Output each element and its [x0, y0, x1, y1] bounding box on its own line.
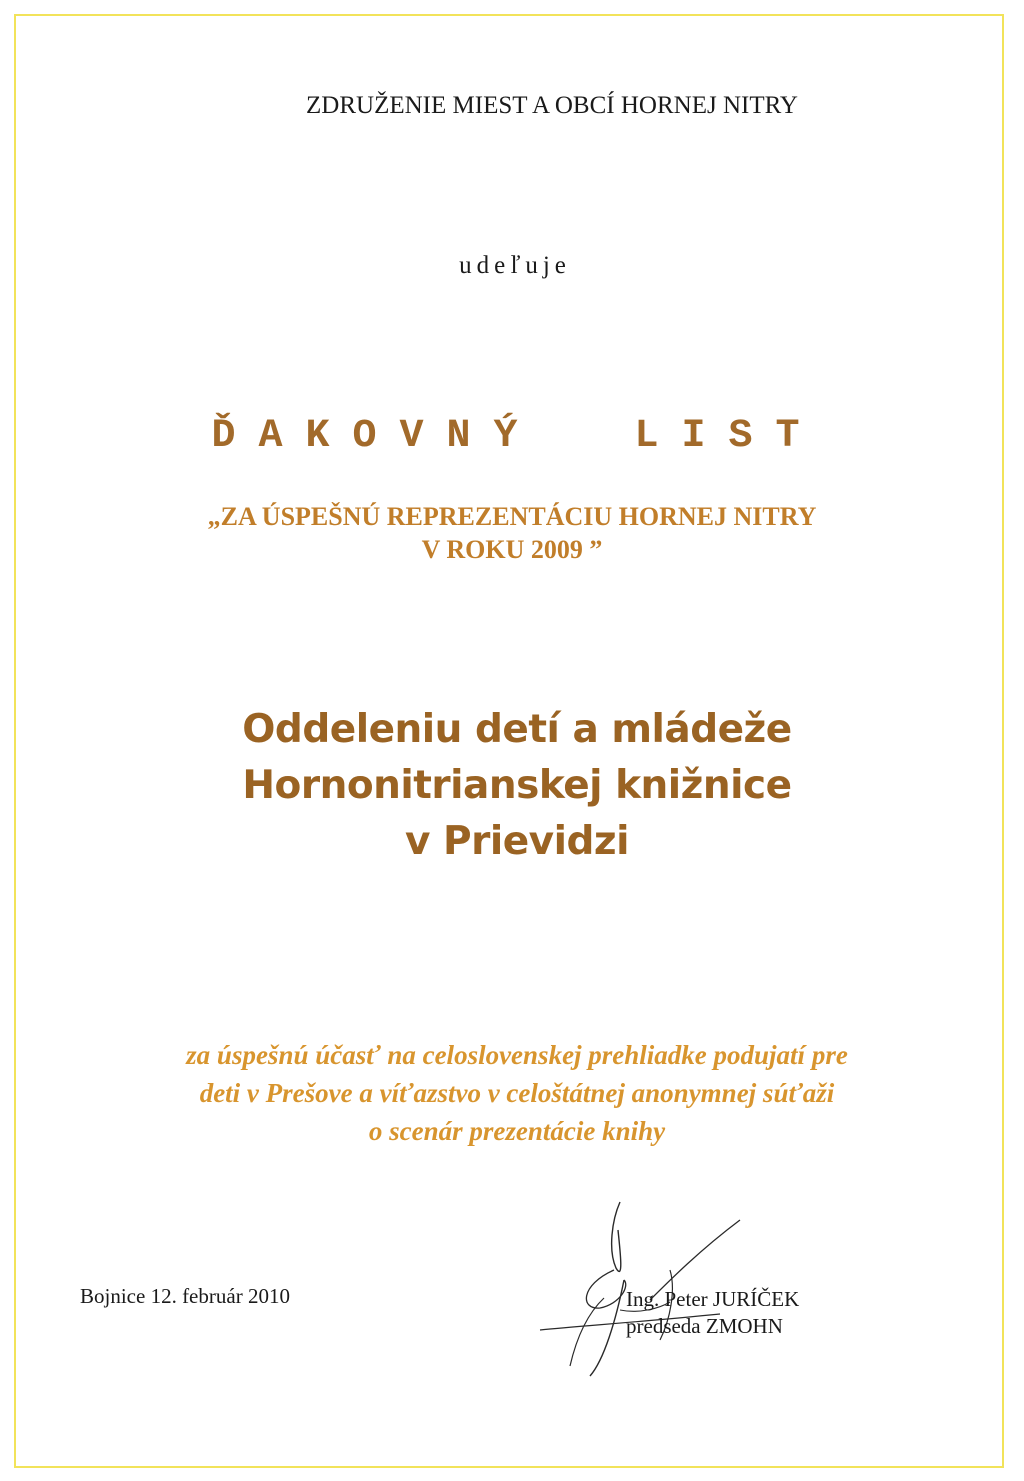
certificate-title: ĎAKOVNÝ LIST	[211, 414, 823, 459]
place-and-date: Bojnice 12. február 2010	[80, 1284, 290, 1308]
reason-line: deti v Prešove a víťazstvo v celoštátnej anonymnej súťaži	[199, 1078, 835, 1108]
award-reason	[0, 1036, 1024, 1150]
certificate-subtitle	[0, 500, 1024, 566]
subtitle-line: „ZA ÚSPEŠNÚ REPREZENTÁCIU HORNEJ NITRY	[207, 502, 817, 531]
reason-line: o scenár prezentácie knihy	[368, 1116, 666, 1146]
recipient-name	[0, 702, 1024, 870]
signer-role: predseda ZMOHN	[626, 1314, 783, 1338]
recipient-line: Oddeleniu detí a mládeže	[242, 707, 792, 752]
recipient-line: v Prievidzi	[405, 819, 629, 864]
signer-name: Ing. Peter JURÍČEK	[626, 1287, 800, 1311]
organization-name: ZDRUŽENIE MIEST A OBCÍ HORNEJ NITRY	[306, 92, 798, 119]
recipient-line: Hornonitrianskej knižnice	[242, 763, 792, 808]
subtitle-line: V ROKU 2009 ”	[421, 535, 603, 564]
awards-text: udeľuje	[459, 252, 571, 279]
signer-block	[626, 1286, 799, 1340]
reason-line: za úspešnú účasť na celoslovenskej prehliadke podujatí pre	[186, 1040, 848, 1070]
